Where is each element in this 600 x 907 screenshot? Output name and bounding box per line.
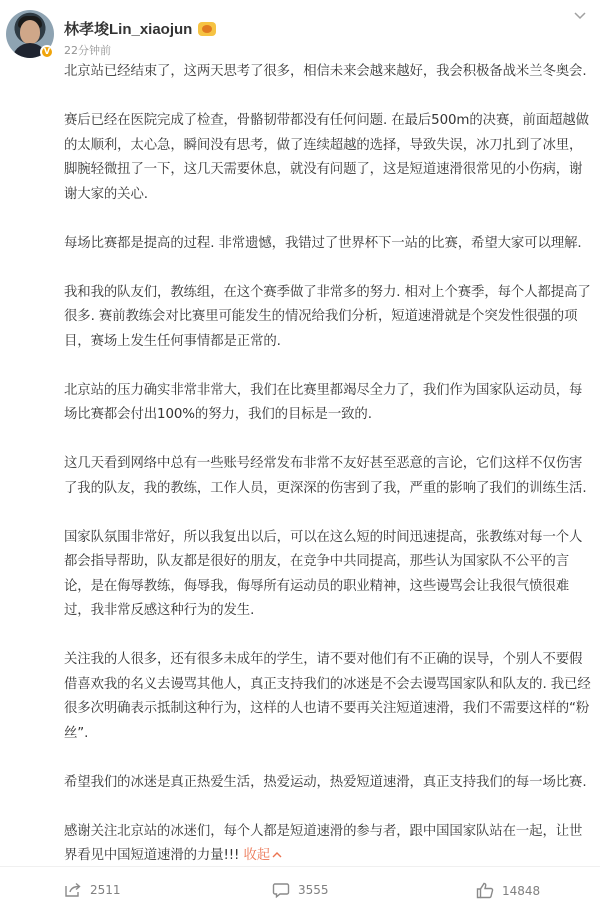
chevron-up-icon xyxy=(272,851,282,858)
paragraph-last-text: 感谢关注北京站的冰迷们，每个人都是短道速滑的参与者，跟中国国家队站在一起，让世界看见中国短道速滑的力量!!! xyxy=(64,823,583,863)
post-timestamp[interactable]: 22分钟前 xyxy=(64,44,111,57)
chevron-down-icon[interactable] xyxy=(570,6,590,26)
fan-badge-icon[interactable] xyxy=(198,22,216,36)
paragraph: 北京站已经结束了，这两天思考了很多，相信未来会越来越好，我会积极备战米兰冬奥会. xyxy=(64,64,587,79)
action-bar xyxy=(0,870,600,907)
paragraph-last xyxy=(64,820,594,869)
verified-badge-icon: V xyxy=(40,45,54,59)
paragraph: 北京站的压力确实非常非常大，我们在比赛里都竭尽全力了，我们作为国家队运动员，每场比赛都会付出100%的努力，我们的目标是一致的. xyxy=(64,382,583,422)
footer-divider xyxy=(0,866,600,867)
paragraph: 每场比赛都是提高的过程. 非常遗憾，我错过了世界杯下一站的比赛，希望大家可以理解. xyxy=(64,235,582,251)
paragraph: 国家队氛围非常好，所以我复出以后，可以在这么短的时间迅速提高，张教练对每一个人都会指导帮助，队友都是很好的朋友，在竞争中共同提高，那些认为国家队不公平的言论，是在侮辱教练，侮辱我，侮辱所有运动员的职业精神，这些谩骂会让我很气愤很难过，我非常反感这种行为的发生. xyxy=(64,529,583,618)
paragraph: 希望我们的冰迷是真正热爱生活，热爱运动，热爱短道速滑，真正支持我们的每一场比赛. xyxy=(64,774,587,790)
like-button[interactable] xyxy=(476,882,540,899)
paragraph: 关注我的人很多，还有很多未成年的学生，请不要对他们有不正确的误导，个别人不要假借喜欢我的名义去谩骂其他人，真正支持我们的冰迷是不会去谩骂国家队和队友的. 我已经很多次明确表示抵制这种行为，这样的人也请不要再关注短道速滑，我们不需要这样的“粉丝”. xyxy=(64,652,591,741)
like-count[interactable]: 14848 xyxy=(502,883,541,898)
comment-count[interactable]: 3555 xyxy=(298,883,329,897)
thumbs-up-icon xyxy=(476,882,494,899)
username-text[interactable]: 林孝埈Lin_xiaojun xyxy=(64,21,193,38)
collapse-label[interactable]: 收起 xyxy=(243,848,271,863)
paragraph: 我和我的队友们，教练组，在这个赛季做了非常多的努力. 相对上个赛季，每个人都提高了很多. 赛前教练会对比赛里可能发生的情况给我们分析，短道速滑就是个突发性很强的项目，赛场上发生任何事情都是正常的. xyxy=(64,284,591,349)
post-content xyxy=(64,60,594,869)
comment-icon xyxy=(272,882,290,898)
share-icon xyxy=(64,882,82,898)
comment-button[interactable] xyxy=(272,882,329,898)
collapse-link[interactable] xyxy=(243,848,282,863)
paragraph: 赛后已经在医院完成了检查，骨骼韧带都没有任何问题. 在最后500m的决赛，前面超越做的太顺利，太心急，瞬间没有思考，做了连续超越的选择，导致失误，冰刀扎到了冰里，脚腕轻微扭了一下，这几天需要休息，就没有问题了，这是短道速滑很常见的小伤病，谢谢大家的关心. xyxy=(64,113,589,202)
repost-button[interactable] xyxy=(64,882,121,898)
repost-count[interactable]: 2511 xyxy=(90,883,121,897)
username[interactable] xyxy=(64,18,216,39)
paragraph: 这几天看到网络中总有一些账号经常发布非常不友好甚至恶意的言论，它们这样不仅伤害了我的队友，我的教练，工作人员，更深深的伤害到了我，严重的影响了我们的训练生活. xyxy=(64,456,587,496)
